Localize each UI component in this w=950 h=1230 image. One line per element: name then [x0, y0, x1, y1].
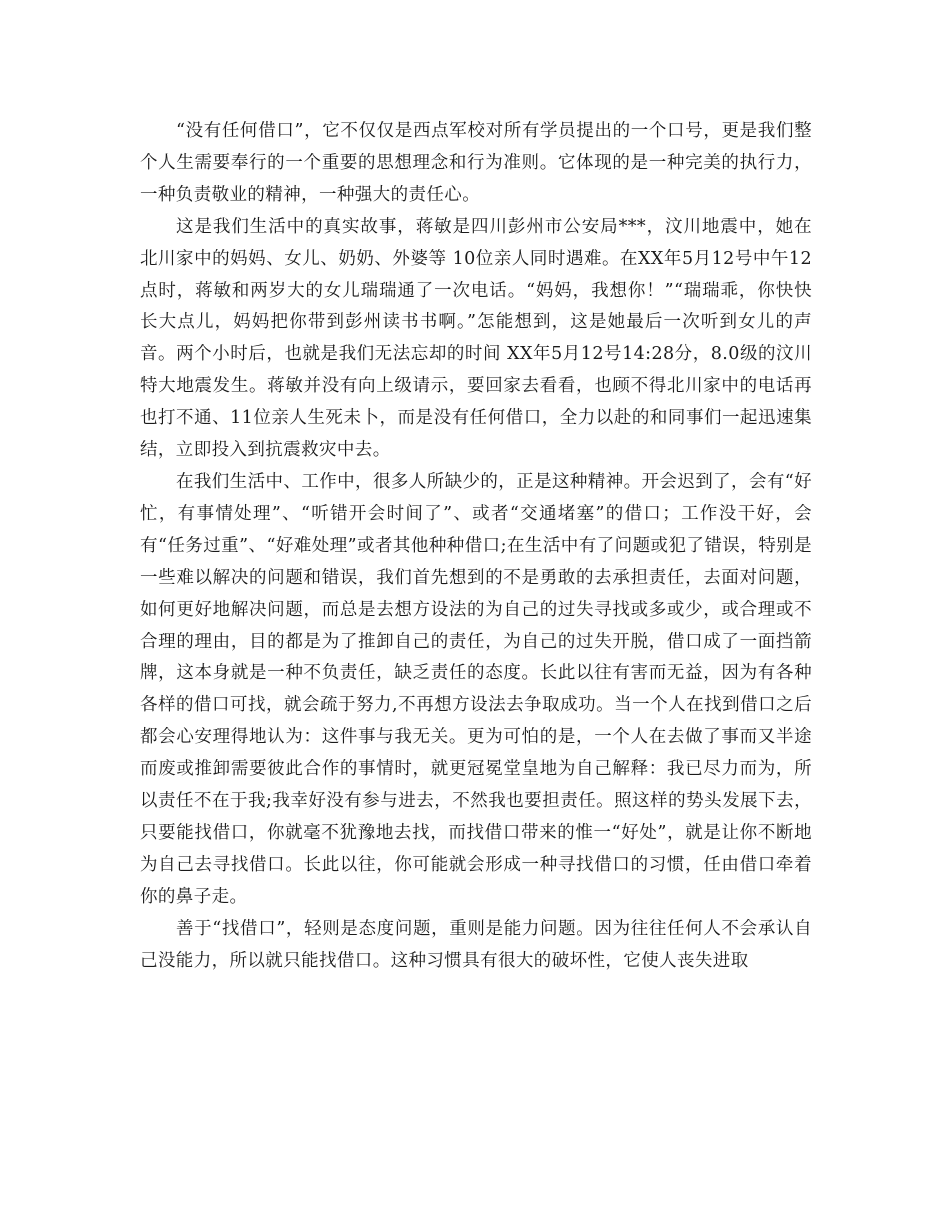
paragraph-1: “没有任何借口”，它不仅仅是西点军校对所有学员提出的一个口号，更是我们整个人生需要奉行的一个重要的思想理念和行为准则。它体现的是一种完美的执行力，一种负责敬业的精神，一种强大的责任心。	[140, 121, 812, 205]
paragraph-4: 善于“找借口”，轻则是态度问题，重则是能力问题。因为往往任何人不会承认自己没能力，所以就只能找借口。这种习惯具有很大的破坏性，它使人丧失进取	[140, 918, 812, 971]
paragraph-2: 这是我们生活中的真实故事，蒋敏是四川彭州市公安局***，汶川地震中，她在北川家中的妈妈、女儿、奶奶、外婆等 10位亲人同时遇难。在XX年5月12号中午12点时，蒋敏和两岁大的女儿瑞瑞通了一次电话。“妈妈，我想你！”“瑞瑞乖，你快快长大点儿，妈妈把你带到彭州读书书啊。”怎能想到，这是她最后一次听到女儿的声音。两个小时后，也就是我们无法忘却的时间 XX年5月12号14:28分，8.0级的汶川特大地震发生。蒋敏并没有向上级请示，要回家去看看，也顾不得北川家中的电话再也打不通、11位亲人生死未卜，而是没有任何借口，全力以赴的和同事们一起迅速集结，立即投入到抗震救灾中去。	[140, 216, 812, 461]
document-body	[140, 116, 812, 977]
paragraph-3: 在我们生活中、工作中，很多人所缺少的，正是这种精神。开会迟到了，会有“好忙，有事情处理”、“听错开会时间了”、或者“交通堵塞”的借口；工作没干好，会有“任务过重”、“好难处理”或者其他种种借口;在生活中有了问题或犯了错误，特别是一些难以解决的问题和错误，我们首先想到的不是勇敢的去承担责任，去面对问题，如何更好地解决问题，而总是去想方设法的为自己的过失寻找或多或少，或合理或不合理的理由，目的都是为了推卸自己的责任，为自己的过失开脱，借口成了一面挡箭牌，这本身就是一种不负责任，缺乏责任的态度。长此以往有害而无益，因为有各种各样的借口可找，就会疏于努力,不再想方设法去争取成功。当一个人在找到借口之后都会心安理得地认为：这件事与我无关。更为可怕的是，一个人在去做了事而又半途而废或推卸需要彼此合作的事情时，就更冠冕堂皇地为自己解释：我已尽力而为，所以责任不在于我;我幸好没有参与进去，不然我也要担责任。照这样的势头发展下去，只要能找借口，你就毫不犹豫地去找，而找借口带来的惟一“好处”，就是让你不断地为自己去寻找借口。长此以往，你可能就会形成一种寻找借口的习惯，任由借口牵着你的鼻子走。	[140, 471, 812, 907]
